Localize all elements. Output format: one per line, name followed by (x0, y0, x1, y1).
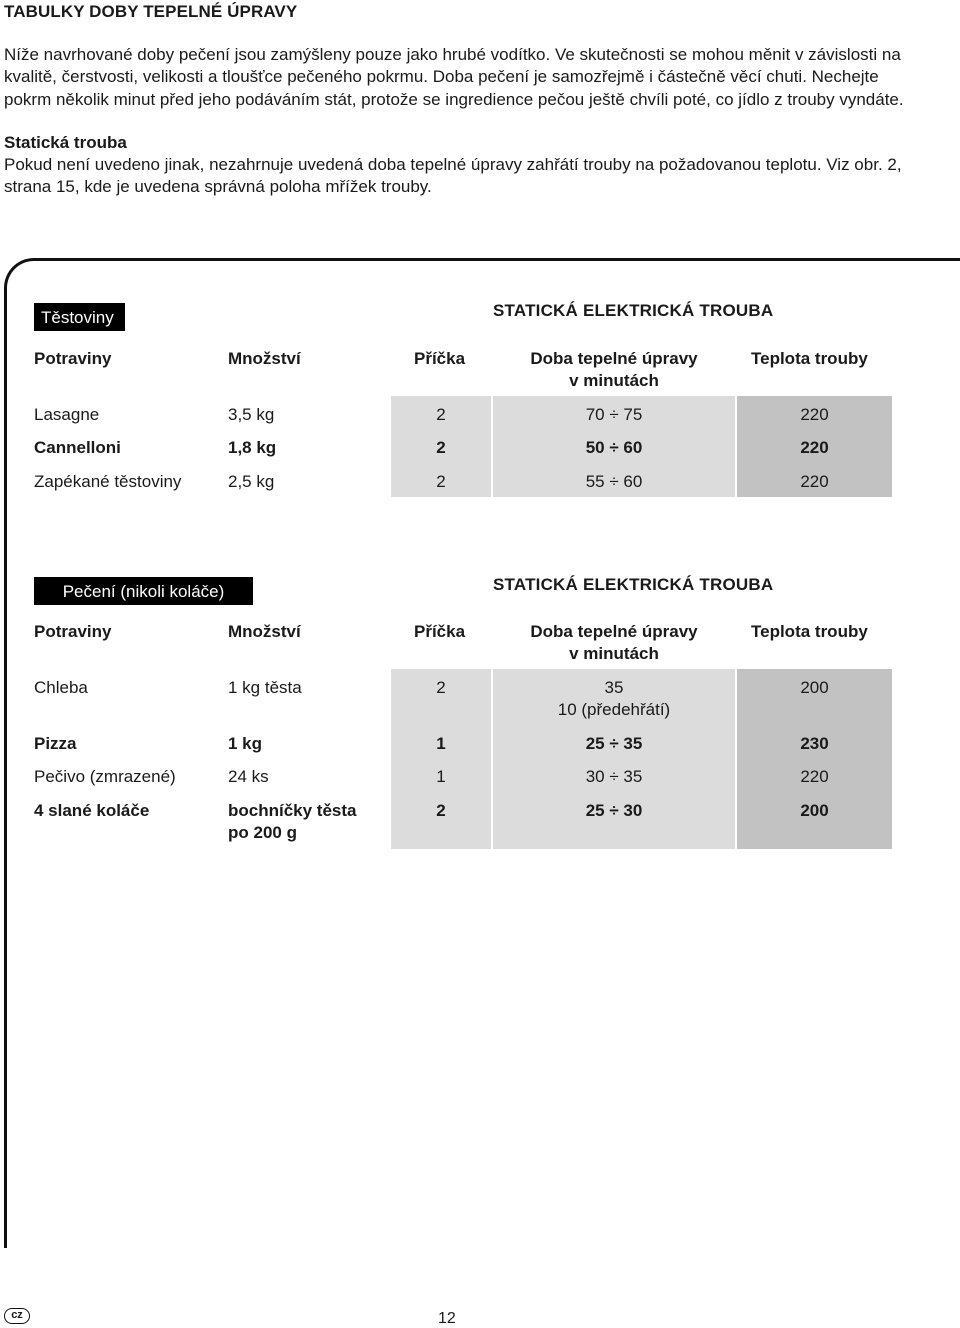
table-row-temp: 200 (800, 801, 829, 820)
table-row-shelf: 2 (436, 678, 446, 697)
header-food: Potraviny (34, 349, 112, 368)
table-row-quantity: bochníčky těsta po 200 g (228, 801, 357, 842)
header-quantity: Množství (228, 622, 301, 641)
table-row-time: 25 ÷ 35 (585, 734, 643, 753)
table-row-food: Cannelloni (34, 438, 121, 457)
table-row-food: Pečivo (zmrazené) (34, 767, 176, 786)
table-row-temp: 230 (800, 734, 829, 753)
header-quantity: Množství (228, 349, 301, 368)
table-row-food: 4 slané koláče (34, 801, 150, 820)
header-time: Doba tepelné úpravy v minutách (530, 622, 698, 663)
table-row-quantity: 24 ks (228, 767, 269, 786)
table-row-shelf: 2 (436, 405, 446, 424)
table-row-quantity: 3,5 kg (228, 405, 275, 424)
table-row-time: 25 ÷ 30 (585, 801, 643, 820)
static-oven-note: Pokud není uvedeno jinak, nezahrnuje uvedená doba tepelné úpravy zahřátí trouby na požadovanou teplotu. Viz obr. 2, strana 15, kde je uvedena správná poloha mřížek trouby. (4, 155, 902, 197)
pasta-section-label: Těstoviny (34, 303, 125, 331)
intro-paragraph: Níže navrhované doby pečení jsou zamýšleny pouze jako hrubé vodítko. Ve skutečnosti se mohou měnit v závislosti na kvalitě, čerstvosti, velikosti a tloušťce pečeného pokrmu. Doba pečení je samozřejmě i částečně věcí chuti. Nechejte pokrm několik minut před jeho podáváním stát, protože se ingredience pečou ještě chvíli poté, co jídlo z trouby vyndáte. (4, 45, 904, 109)
table-row-temp: 220 (800, 405, 829, 424)
header-temp: Teplota trouby (751, 349, 868, 368)
table-row-temp: 200 (800, 678, 829, 697)
baking-section-label: Pečení (nikoli koláče) (34, 577, 253, 605)
table-row-temp: 220 (800, 767, 829, 786)
table-row-food: Chleba (34, 678, 88, 697)
table-row-temp: 220 (800, 472, 829, 491)
table-row-food: Lasagne (34, 405, 100, 424)
page-title: TABULKY DOBY TEPELNÉ ÚPRAVY (4, 2, 298, 21)
table-row-shelf: 2 (436, 472, 446, 491)
table-row-quantity: 2,5 kg (228, 472, 275, 491)
table-row-temp: 220 (800, 438, 829, 457)
table-row-time: 30 ÷ 35 (585, 767, 643, 786)
header-food: Potraviny (34, 622, 112, 641)
header-time: Doba tepelné úpravy v minutách (530, 349, 698, 390)
static-oven-heading: Statická trouba (4, 132, 127, 152)
table-row-shelf: 1 (436, 734, 446, 753)
table-row-food: Pizza (34, 734, 77, 753)
table-row-food: Zapékané těstoviny (34, 472, 182, 491)
table-row-time: 70 ÷ 75 (585, 405, 643, 424)
table-row-shelf: 2 (436, 801, 446, 820)
table-row-time: 55 ÷ 60 (585, 472, 643, 491)
table-row-time: 50 ÷ 60 (585, 438, 643, 457)
page-number: 12 (438, 1310, 456, 1327)
table-row-shelf: 2 (436, 438, 446, 457)
intro-text (4, 44, 924, 199)
header-shelf: Příčka (414, 349, 466, 368)
header-shelf: Příčka (414, 622, 466, 641)
pasta-oven-title: STATICKÁ ELEKTRICKÁ TROUBA (493, 301, 774, 320)
table-row-quantity: 1,8 kg (228, 438, 277, 457)
table-row-quantity: 1 kg těsta (228, 678, 302, 697)
header-temp: Teplota trouby (751, 622, 868, 641)
table-row-time: 35 10 (předehřátí) (557, 678, 671, 719)
baking-oven-title: STATICKÁ ELEKTRICKÁ TROUBA (493, 575, 774, 594)
table-row-quantity: 1 kg (228, 734, 263, 753)
table-row-shelf: 1 (436, 767, 446, 786)
language-badge: cz (4, 1308, 30, 1324)
